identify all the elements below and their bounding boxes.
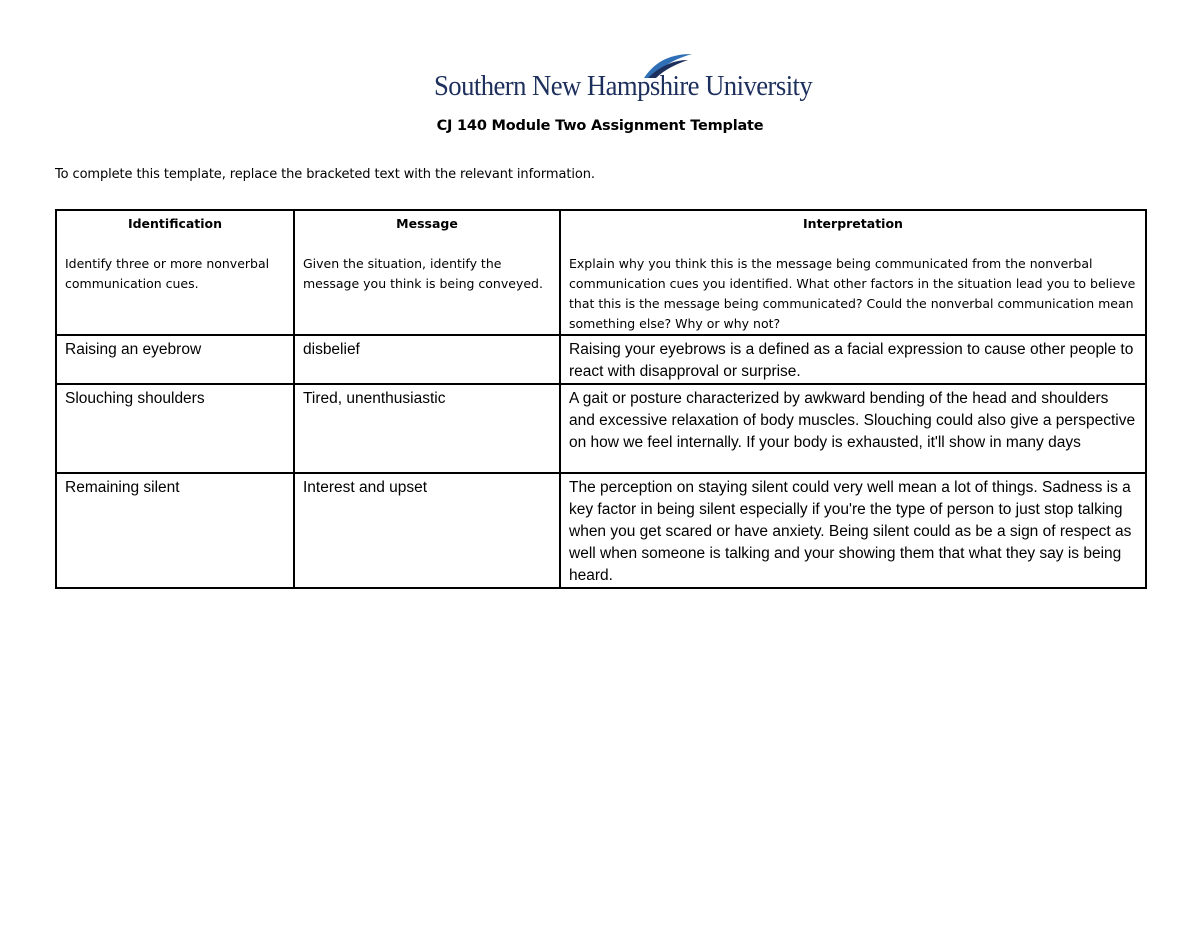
identification-cell: Slouching shoulders xyxy=(56,384,294,473)
table-header-row xyxy=(56,210,1146,335)
table-row xyxy=(56,335,1146,384)
message-cell: Interest and upset xyxy=(294,473,560,588)
identification-cell: Raising an eyebrow xyxy=(56,335,294,384)
identification-cell: Remaining silent xyxy=(56,473,294,588)
message-cell: disbelief xyxy=(294,335,560,384)
column-title: Interpretation xyxy=(803,216,903,231)
university-logo xyxy=(434,52,813,108)
message-cell: Tired, unenthusiastic xyxy=(294,384,560,473)
table-row xyxy=(56,473,1146,588)
column-description: Explain why you think this is the message being communicated from the nonverbal communication cues you identified. What other factors in the situation lead you to believe that this is the message being communicated? Could the nonverbal communication mean something else? Why or why not? xyxy=(569,256,1136,331)
header-cell-identification xyxy=(56,210,294,335)
header-cell-message xyxy=(294,210,560,335)
table-row xyxy=(56,384,1146,473)
university-name: Southern New Hampshire University xyxy=(434,70,813,102)
column-title: Identification xyxy=(127,216,223,231)
document-title: CJ 140 Module Two Assignment Template xyxy=(436,118,764,134)
header-cell-interpretation xyxy=(560,210,1146,335)
column-description: Identify three or more nonverbal communication cues. xyxy=(65,256,270,291)
column-title: Message xyxy=(396,216,458,231)
interpretation-cell: The perception on staying silent could very well mean a lot of things. Sadness is a key factor in being silent especially if you're the type of person to just stop talking when you get scared or have anxiety. Being silent could as be a sign of respect as well when someone is talking and your showing them that what they say is being heard. xyxy=(560,473,1146,588)
instructions-text: To complete this template, replace the bracketed text with the relevant information. xyxy=(55,167,595,182)
interpretation-cell: Raising your eyebrows is a defined as a facial expression to cause other people to react with disapproval or surprise. xyxy=(560,335,1146,384)
nonverbal-cues-table xyxy=(55,209,1147,589)
interpretation-cell: A gait or posture characterized by awkward bending of the head and shoulders and excessive relaxation of body muscles. Slouching could also give a perspective on how we feel internally. If your body is exhausted, it'll show in many days xyxy=(560,384,1146,473)
column-description: Given the situation, identify the message you think is being conveyed. xyxy=(303,256,543,291)
